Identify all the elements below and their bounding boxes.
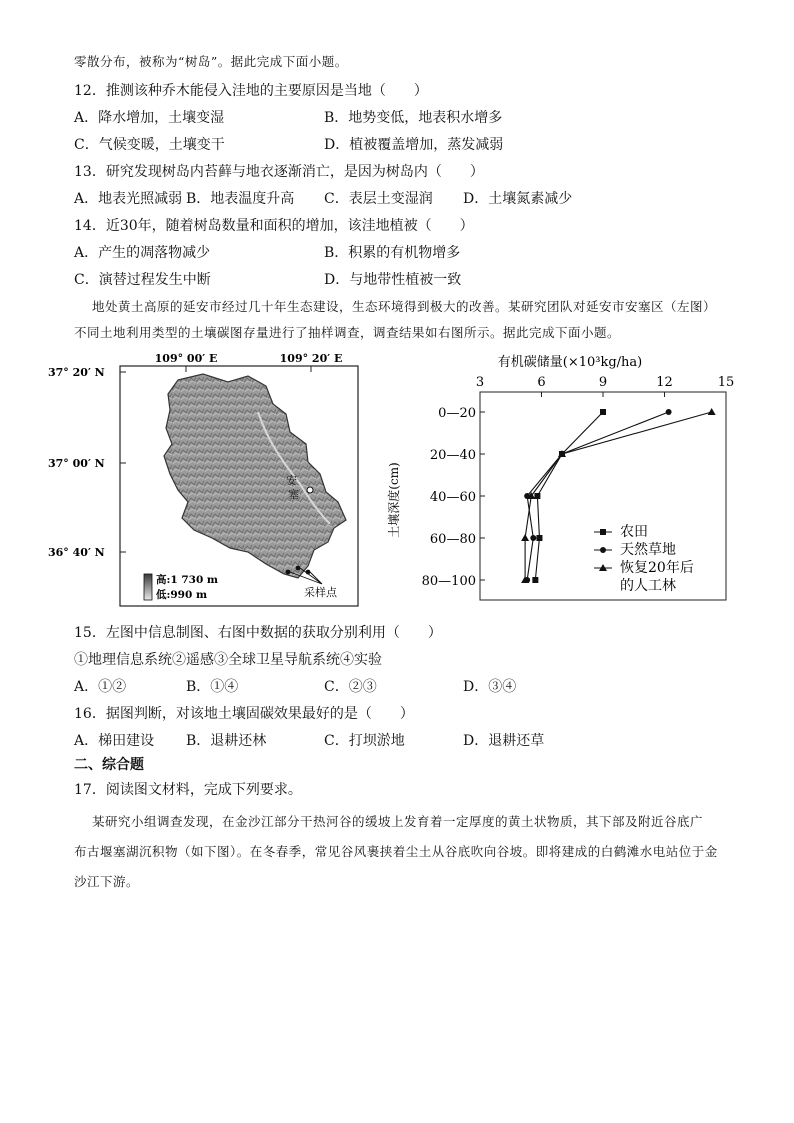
question-13-stem: 13．研究发现树岛内苔藓与地衣逐渐消亡，是因为树岛内（ ） bbox=[74, 164, 484, 180]
chart-title: 有机碳储量(×10³kg/ha) bbox=[497, 355, 643, 370]
data-point-square bbox=[534, 493, 540, 499]
question-17-stem: 17．阅读图文材料，完成下列要求。 bbox=[74, 782, 302, 798]
q17-passage-line-3: 沙江下游。 bbox=[74, 874, 140, 889]
q12-option-b[interactable]: B．地势变低，地表积水增多 bbox=[324, 110, 503, 126]
lat-label-37-00: 37° 00′ N bbox=[48, 457, 105, 470]
q14-option-a[interactable]: A．产生的凋落物减少 bbox=[74, 245, 211, 261]
sample-point bbox=[286, 570, 291, 575]
y-category-label: 60—80 bbox=[429, 532, 476, 547]
q17-passage-line-1: 某研究小组调查发现，在金沙江部分干热河谷的缓坡上发育着一定厚度的黄土状物质，其下部及附近谷底广 bbox=[92, 814, 704, 829]
section-heading: 二、综合题 bbox=[74, 757, 144, 773]
town-label-2: 塞 bbox=[288, 488, 299, 501]
series-line-1 bbox=[535, 412, 603, 580]
data-point-square bbox=[600, 409, 606, 415]
lat-label-36-40: 36° 40′ N bbox=[48, 546, 105, 559]
town-label-1: 安 bbox=[286, 474, 297, 487]
question-12-stem: 12．推测该种乔木能侵入洼地的主要原因是当地（ ） bbox=[74, 83, 428, 99]
ansai-town-marker bbox=[307, 487, 313, 493]
legend-high: 高:1 730 m bbox=[156, 574, 219, 586]
q14-option-d[interactable]: D．与地带性植被一致 bbox=[324, 272, 462, 288]
data-point-circle bbox=[666, 409, 672, 415]
data-point-circle bbox=[530, 535, 536, 541]
x-tick-label: 15 bbox=[717, 375, 735, 390]
soil-carbon-chart bbox=[380, 350, 740, 610]
passage-2-line-2: 不同土地利用类型的土壤碳图存量进行了抽样调查，调查结果如右图所示。据此完成下面小题。 bbox=[74, 325, 621, 340]
question-14-stem: 14．近30年，随着树岛数量和面积的增加，该洼地植被（ ） bbox=[74, 218, 474, 234]
series-line-3 bbox=[525, 412, 712, 580]
data-point-triangle bbox=[708, 408, 716, 415]
y-category-label: 40—60 bbox=[429, 490, 476, 505]
lon-label-109-00: 109° 00′ E bbox=[154, 352, 218, 365]
q12-option-c[interactable]: C．气候变暖，土壤变干 bbox=[74, 137, 225, 153]
q15-option-d[interactable]: D．③④ bbox=[463, 679, 517, 695]
legend-marker-circle bbox=[600, 547, 606, 553]
y-category-label: 80—100 bbox=[421, 574, 476, 589]
q12-option-d[interactable]: D．植被覆盖增加，蒸发减弱 bbox=[324, 137, 504, 153]
q16-option-b[interactable]: B．退耕还林 bbox=[186, 733, 267, 749]
lon-label-109-20: 109° 20′ E bbox=[279, 352, 343, 365]
q16-option-d[interactable]: D．退耕还草 bbox=[463, 733, 545, 749]
question-15-stem: 15．左图中信息制图、右图中数据的获取分别利用（ ） bbox=[74, 625, 442, 641]
q15-option-b[interactable]: B．①④ bbox=[186, 679, 239, 695]
sample-point bbox=[296, 566, 301, 571]
elevation-legend-bar bbox=[144, 574, 152, 600]
x-tick-label: 9 bbox=[598, 375, 608, 390]
legend-label: 农田 bbox=[620, 524, 648, 540]
question-16-stem: 16．据图判断，对该地土壤固碳效果最好的是（ ） bbox=[74, 706, 414, 722]
legend-low: 低:990 m bbox=[156, 589, 208, 601]
passage-tail: 零散分布，被称为“树岛”。据此完成下面小题。 bbox=[74, 54, 348, 69]
q13-option-a[interactable]: A．地表光照减弱 bbox=[74, 191, 183, 207]
legend-label: 恢复20年后 bbox=[620, 560, 694, 576]
x-tick-label: 3 bbox=[475, 375, 485, 390]
q16-option-c[interactable]: C．打坝淤地 bbox=[324, 733, 405, 749]
ansai-map bbox=[48, 352, 370, 607]
q13-option-d[interactable]: D．土壤氮素减少 bbox=[463, 191, 573, 207]
q12-option-a[interactable]: A．降水增加，土壤变湿 bbox=[74, 110, 225, 126]
q14-option-b[interactable]: B．积累的有机物增多 bbox=[324, 245, 461, 261]
lat-label-37-20: 37° 20′ N bbox=[48, 366, 105, 379]
x-tick-label: 12 bbox=[656, 375, 673, 390]
legend-label: 天然草地 bbox=[620, 542, 676, 558]
data-point-square bbox=[536, 535, 542, 541]
q13-option-c[interactable]: C．表层土变湿润 bbox=[324, 191, 433, 207]
sample-label: 采样点 bbox=[304, 586, 337, 599]
q14-option-c[interactable]: C．演替过程发生中断 bbox=[74, 272, 211, 288]
passage-2-line-1: 地处黄土高原的延安市经过几十年生态建设，生态环境得到极大的改善。某研究团队对延安市安塞区（左图） bbox=[92, 299, 717, 314]
y-category-label: 0—20 bbox=[438, 406, 476, 421]
y-axis-label: 土壤深度(cm) bbox=[387, 462, 401, 538]
y-category-label: 20—40 bbox=[429, 448, 476, 463]
q15-choices: ①地理信息系统②遥感③全球卫星导航系统④实验 bbox=[74, 652, 382, 668]
legend-label: 的人工林 bbox=[620, 578, 676, 594]
q15-option-a[interactable]: A．①② bbox=[74, 679, 127, 695]
q16-option-a[interactable]: A．梯田建设 bbox=[74, 733, 155, 749]
x-tick-label: 6 bbox=[537, 375, 546, 390]
data-point-square bbox=[532, 577, 538, 583]
q17-passage-line-2: 布古堰塞湖沉积物（如下图）。在冬春季，常见谷风裹挟着尘土从谷底吹向谷坡。即将建成的白鹤滩水电站位于金 bbox=[74, 844, 718, 859]
legend-marker-square bbox=[600, 529, 606, 535]
q15-option-c[interactable]: C．②③ bbox=[324, 679, 377, 695]
q13-option-b[interactable]: B．地表温度升高 bbox=[186, 191, 295, 207]
data-point-triangle bbox=[521, 534, 529, 541]
